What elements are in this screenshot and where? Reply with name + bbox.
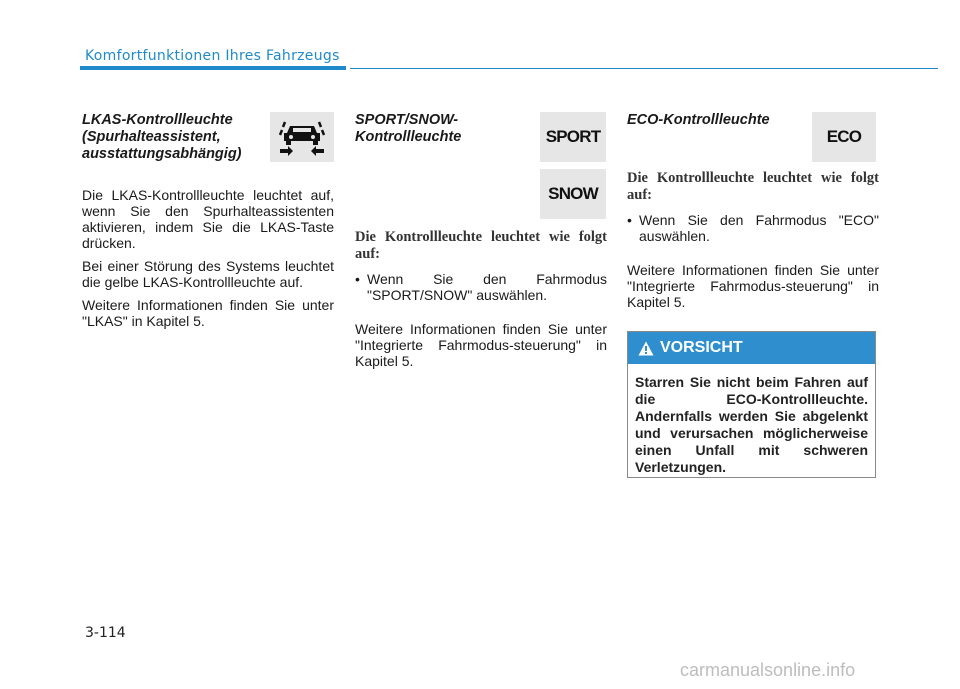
lkas-paragraph-2: Bei einer Störung des Systems leuchtet die gelbe LKAS-Kontrollleuchte auf.: [82, 258, 334, 290]
sport-snow-bullet: • Wenn Sie den Fahrmodus "SPORT/SNOW" auswählen.: [355, 271, 607, 303]
section-title: Komfortfunktionen Ihres Fahrzeugs: [85, 48, 340, 64]
caution-title: VORSICHT: [660, 339, 743, 356]
header-rule-thin: [350, 68, 938, 69]
lkas-heading: LKAS-Kontrollleuchte (Spurhalteassistent, ausstattungsabhängig): [82, 112, 242, 162]
sport-snow-intro: Die Kontrollleuchte leuchtet wie folgt auf:: [355, 229, 607, 262]
eco-bullet: • Wenn Sie den Fahrmodus "ECO" auswählen.: [627, 212, 879, 244]
page-number: 3-114: [85, 625, 126, 641]
caution-box: [627, 331, 876, 478]
eco-paragraph: Weitere Informationen finden Sie unter "Integrierte Fahrmodus-steuerung" in Kapitel 5.: [627, 262, 879, 310]
sport-indicator-icon: SPORT: [540, 112, 606, 162]
caution-header: [628, 332, 875, 364]
warning-triangle-icon: [638, 341, 654, 356]
lane-keeping-icon: [270, 112, 334, 162]
eco-intro: Die Kontrollleuchte leuchtet wie folgt auf:: [627, 170, 879, 203]
eco-heading: ECO-Kontrollleuchte: [627, 112, 770, 128]
snow-indicator-icon: SNOW: [540, 169, 606, 219]
header-rule-thick: [80, 66, 346, 70]
eco-indicator-icon: ECO: [812, 112, 876, 162]
lkas-paragraph-1: Die LKAS-Kontrollleuchte leuchtet auf, wenn Sie den Spurhalteassistenten aktivieren, indem Sie die LKAS-Taste drücken.: [82, 187, 334, 251]
sport-snow-heading: SPORT/SNOW- Kontrollleuchte: [355, 112, 462, 145]
lkas-paragraph-3: Weitere Informationen finden Sie unter "LKAS" in Kapitel 5.: [82, 297, 334, 329]
watermark: carmanualsonline.info: [680, 660, 856, 680]
caution-text: Starren Sie nicht beim Fahren auf die ECO-Kontrollleuchte. Andernfalls werden Sie abgelenkt und verursachen möglicherweise einen Unfall mit schweren Verletzungen.: [635, 374, 868, 475]
sport-snow-paragraph: Weitere Informationen finden Sie unter "Integrierte Fahrmodus-steuerung" in Kapitel 5.: [355, 321, 607, 369]
